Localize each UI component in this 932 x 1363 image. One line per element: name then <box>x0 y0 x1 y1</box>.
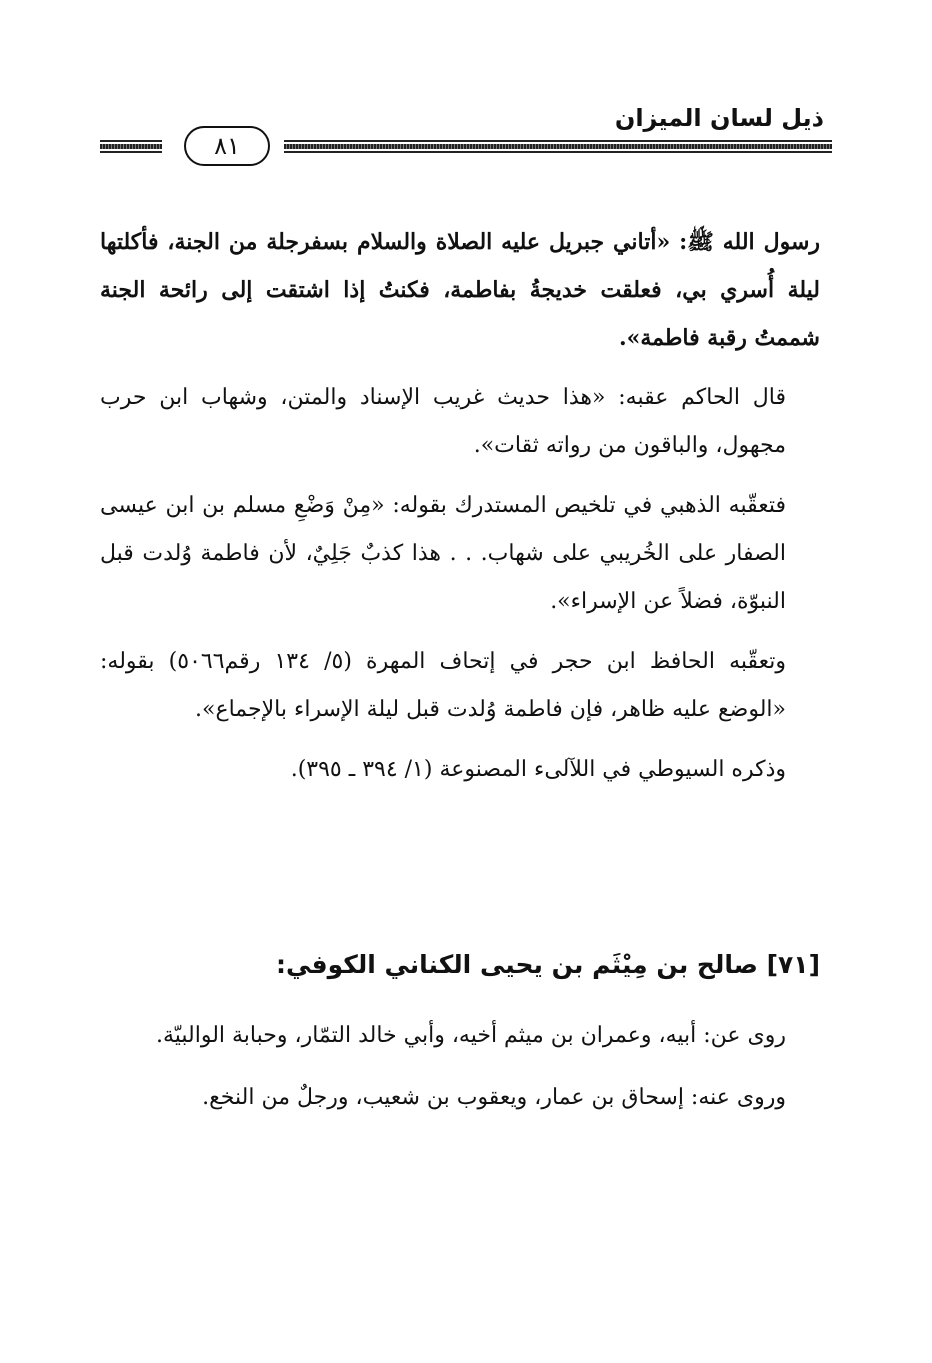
page-number: ٨١ <box>184 126 270 166</box>
running-header-title: ذيل لسان الميزان <box>614 104 824 132</box>
entry-body <box>100 1012 820 1136</box>
narrated-by-paragraph: وروى عنه: إسحاق بن عمار، ويعقوب بن شعيب، ورجلٌ من النخع. <box>202 1085 786 1110</box>
hadith-paragraph: رسول الله ﷺ: «أتاني جبريل عليه الصلاة والسلام بسفرجلة من الجنة، فأكلتها ليلة أُسري بي، فعلقت خديجةُ بفاطمة، فكنتُ إذا اشتقت إلى رائحة الجنة شممتُ رقبة فاطمة». <box>100 229 820 351</box>
dhahabi-comment-paragraph: فتعقّبه الذهبي في تلخيص المستدرك بقوله: «مِنْ وَضْعِ مسلم بن ابن عيسى الصفار على الخُريبي على شهاب. . . هذا كذبٌ جَلِيٌ، لأن فاطمة وُلدت قبل النبوّة، فضلاً عن الإسراء». <box>100 493 786 614</box>
header-rule-right <box>284 140 832 154</box>
entry-heading: [٧١] صالح بن مِيْثَم بن يحيى الكناني الكوفي: <box>275 950 820 979</box>
main-text <box>100 218 820 806</box>
suyuti-reference-paragraph: وذكره السيوطي في اللآلىء المصنوعة (١/ ٣٩٤ ـ ٣٩٥). <box>290 757 786 782</box>
header-rule-left <box>100 140 162 154</box>
ibn-hajar-comment-paragraph: وتعقّبه الحافظ ابن حجر في إتحاف المهرة (٥/ ١٣٤ رقم٥٠٦٦) بقوله: «الوضع عليه ظاهر، فإن فاطمة وُلدت قبل ليلة الإسراء بالإجماع». <box>100 649 787 722</box>
narrated-from-paragraph: روى عن: أبيه، وعمران بن ميثم أخيه، وأبي خالد التمّار، وحبابة الوالبيّة. <box>155 1023 786 1048</box>
hakim-comment-paragraph: قال الحاكم عقبه: «هذا حديث غريب الإسناد والمتن، وشهاب ابن حرب مجهول، والباقون من رواته ثقات». <box>100 385 786 458</box>
